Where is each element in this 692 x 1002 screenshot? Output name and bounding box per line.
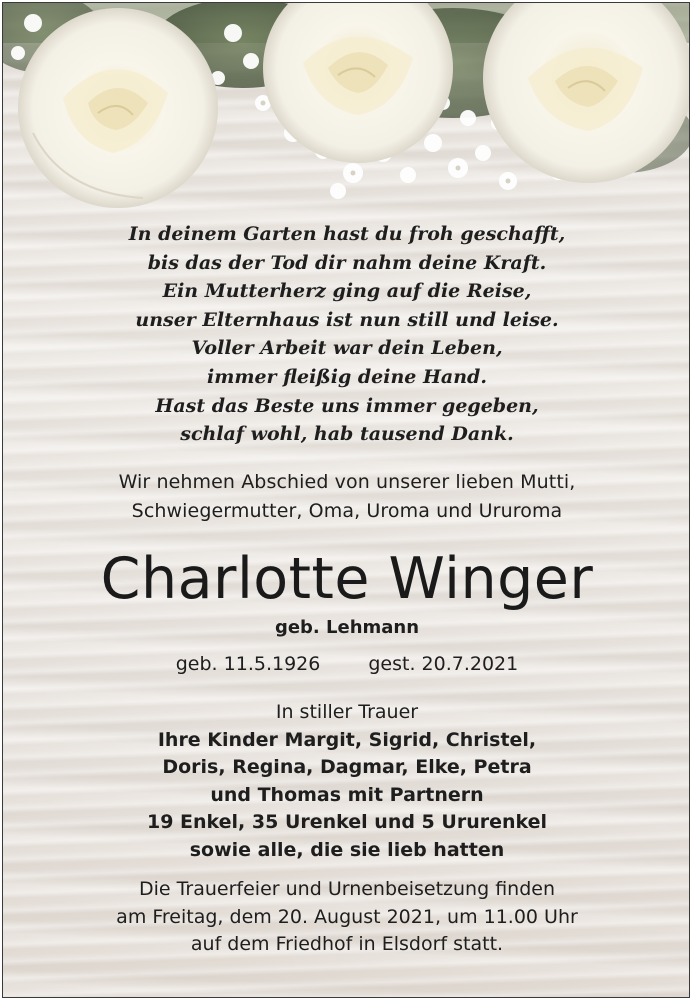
intro-line: Schwiegermutter, Oma, Uroma und Ururoma — [131, 500, 563, 522]
mourner-line: und Thomas mit Partnern — [210, 783, 484, 806]
birth-date: geb. 11.5.1926 — [175, 653, 321, 675]
funeral-line: auf dem Friedhof in Elsdorf statt. — [190, 933, 504, 955]
poem-line: Ein Mutterherz ging auf die Reise, — [162, 280, 532, 303]
poem-line: schlaf wohl, hab tausend Dank. — [180, 423, 514, 446]
mourner-line: Doris, Regina, Dagmar, Elke, Petra — [162, 756, 532, 778]
death-date: gest. 20.7.2021 — [368, 653, 519, 675]
mourner-line: Ihre Kinder Margit, Sigrid, Christel, — [157, 728, 537, 751]
funeral-info — [3, 876, 690, 959]
mourners-heading: In stiller Trauer — [275, 701, 419, 723]
funeral-line: am Freitag, dem 20. August 2021, um 11.00 Uhr — [116, 905, 578, 928]
poem-line: unser Elternhaus ist nun still und leise. — [135, 308, 559, 331]
funeral-line: Die Trauerfeier und Urnenbeisetzung finden — [138, 878, 555, 900]
poem-line: In deinem Garten hast du froh geschafft, — [128, 223, 566, 245]
mourners-block — [3, 699, 690, 864]
memorial-poem — [3, 220, 690, 449]
mourner-line: 19 Enkel, 35 Urenkel und 5 Ururenkel — [146, 811, 548, 833]
white-roses-image — [3, 3, 690, 213]
poem-line: Voller Arbeit war dein Leben, — [191, 337, 503, 360]
poem-line: immer fleißig deine Hand. — [207, 365, 487, 388]
mourner-line: sowie alle, die sie lieb hatten — [189, 838, 505, 861]
obituary-notice — [2, 2, 690, 998]
farewell-intro — [3, 468, 690, 526]
poem-line: bis das der Tod dir nahm deine Kraft. — [147, 251, 547, 274]
deceased-name: Charlotte Winger — [100, 546, 594, 612]
maiden-name: geb. Lehmann — [274, 617, 420, 638]
poem-line: Hast das Beste uns immer gegeben, — [155, 394, 539, 417]
life-dates — [3, 650, 690, 678]
intro-line: Wir nehmen Abschied von unserer lieben Mutti, — [118, 471, 576, 493]
